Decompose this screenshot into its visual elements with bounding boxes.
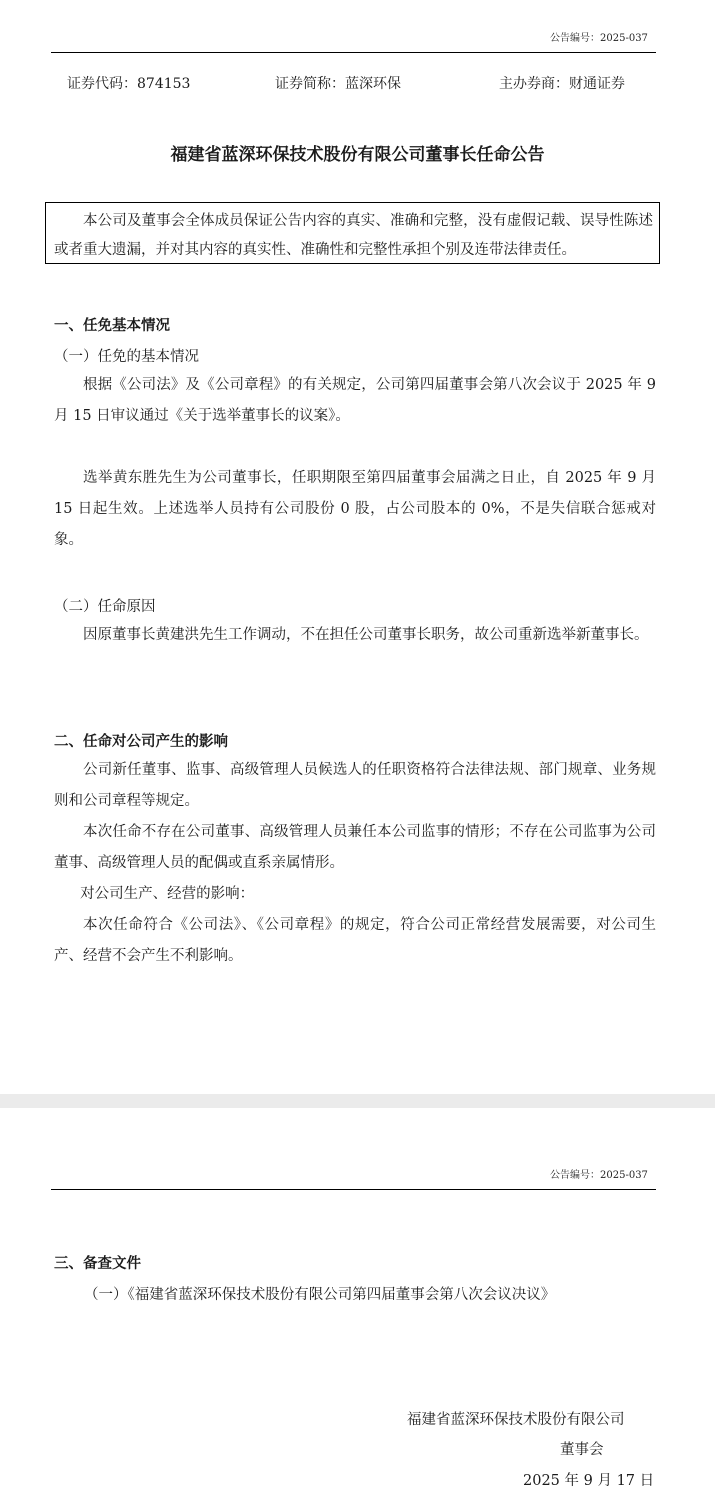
disclaimer-box bbox=[45, 202, 660, 264]
header-rule bbox=[51, 1189, 656, 1190]
announcement-number: 公告编号：2025-037 bbox=[550, 33, 648, 44]
disclaimer-text: 本公司及董事会全体成员保证公告内容的真实、准确和完整，没有虚假记载、误导性陈述或者重大遗漏，并对其内容的真实性、准确性和完整性承担个别及连带法律责任。 bbox=[54, 213, 653, 258]
section-heading-3: 三、备查文件 bbox=[54, 1255, 141, 1272]
paragraph: 选举黄东胜先生为公司董事长，任职期限至第四届董事会届满之日止，自 2025 年 9 月 15 日起生效。上述选举人员持有公司股份 0 股，占公司股本的 0%，不是失信联合惩戒对象。 bbox=[54, 470, 656, 548]
securities-code: 证券代码：874153 bbox=[67, 76, 191, 92]
announcement-number: 公告编号：2025-037 bbox=[550, 1170, 648, 1181]
subsection-heading-1: （一）任免的基本情况 bbox=[54, 349, 199, 365]
subsection-heading-2: （二）任命原因 bbox=[54, 599, 156, 615]
sponsor-broker: 主办券商：财通证券 bbox=[499, 76, 625, 92]
reference-document-item: （一）《福建省蓝深环保技术股份有限公司第四届董事会第八次会议决议》 bbox=[84, 1287, 556, 1303]
section-heading-1: 一、任免基本情况 bbox=[54, 317, 170, 334]
paragraph: 根据《公司法》及《公司章程》的有关规定，公司第四届董事会第八次会议于 2025 年 9 月 15 日审议通过《关于选举董事长的议案》。 bbox=[54, 377, 656, 424]
page-separator bbox=[0, 1094, 715, 1108]
paragraph: 对公司生产、经营的影响： bbox=[80, 886, 255, 902]
page-title: 福建省蓝深环保技术股份有限公司董事长任命公告 bbox=[170, 145, 545, 165]
paragraph: 本次任命符合《公司法》、《公司章程》的规定，符合公司正常经营发展需要，对公司生产、经营不会产生不利影响。 bbox=[54, 917, 656, 964]
signature-company: 福建省蓝深环保技术股份有限公司 bbox=[407, 1412, 625, 1428]
paragraph: 本次任命不存在公司董事、高级管理人员兼任本公司监事的情形；不存在公司监事为公司董事、高级管理人员的配偶或直系亲属情形。 bbox=[54, 824, 656, 871]
signature-date: 2025 年 9 月 17 日 bbox=[523, 1473, 655, 1489]
signature-board: 董事会 bbox=[560, 1442, 604, 1458]
paragraph: 因原董事长黄建洪先生工作调动，不在担任公司董事长职务，故公司重新选举新董事长。 bbox=[83, 627, 649, 643]
paragraph: 公司新任董事、监事、高级管理人员候选人的任职资格符合法律法规、部门规章、业务规则和公司章程等规定。 bbox=[54, 762, 656, 809]
securities-short-name: 证券简称：蓝深环保 bbox=[275, 76, 401, 92]
header-rule bbox=[51, 52, 656, 53]
section-heading-2: 二、任命对公司产生的影响 bbox=[54, 733, 228, 750]
